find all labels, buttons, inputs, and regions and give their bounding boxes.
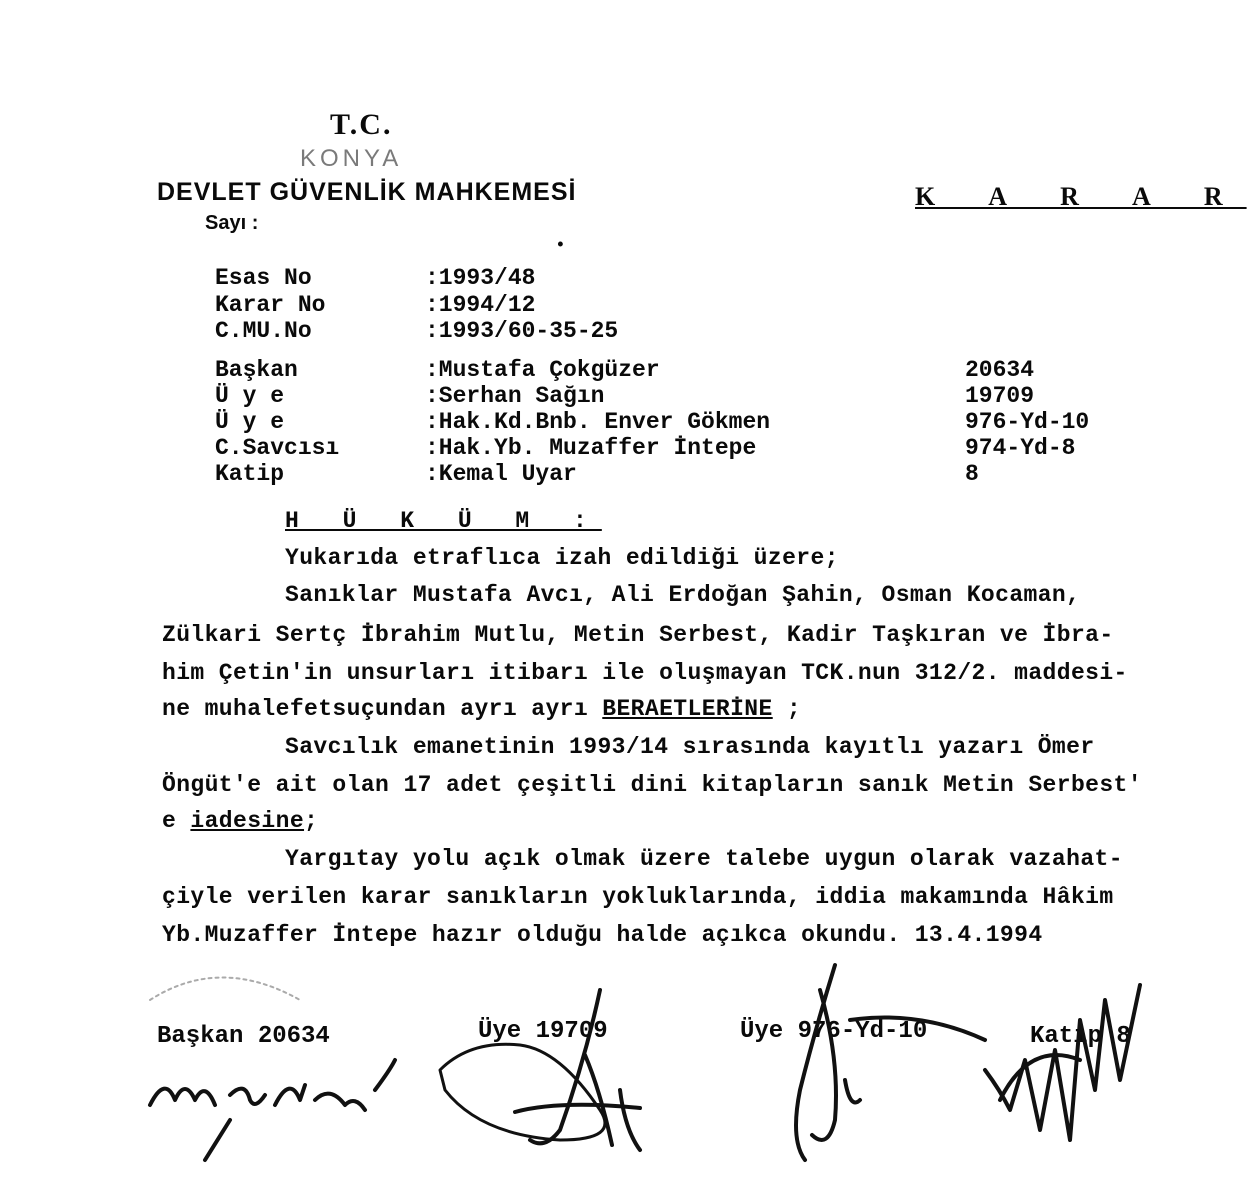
- panel-number: 8: [965, 461, 979, 487]
- panel-number: 20634: [965, 357, 1035, 383]
- ruling-line: Yargıtay yolu açık olmak üzere talebe uygun olarak vazahat-: [285, 846, 1123, 872]
- document-type: K A R A R: [915, 182, 1247, 211]
- karar-no-value: :1994/12: [425, 292, 536, 318]
- panel-number: 19709: [965, 383, 1035, 409]
- panel-role: Başkan: [215, 357, 298, 383]
- sayi-label: Sayı :: [205, 212, 259, 234]
- esas-no-value: :1993/48: [425, 265, 536, 291]
- panel-role: Ü y e: [215, 409, 285, 435]
- esas-no-label: Esas No: [215, 265, 312, 291]
- acquittal-verdict: BERAETLERİNE: [602, 696, 773, 722]
- cmu-no-value: :1993/60-35-25: [425, 318, 619, 344]
- ruling-line: Savcılık emanetinin 1993/14 sırasında kayıtlı yazarı Ömer: [285, 734, 1095, 760]
- tc-heading: T.C.: [330, 108, 393, 141]
- ruling-line: Zülkari Sertç İbrahim Mutlu, Metin Serbest, Kadir Taşkıran ve İbra-: [162, 622, 1114, 648]
- panel-name: :Hak.Yb. Muzaffer İntepe: [425, 435, 757, 461]
- cmu-no-label: C.MU.No: [215, 318, 312, 344]
- ruling-line: çiyle verilen karar sanıkların yokluklarında, iddia makamında Hâkim: [162, 884, 1114, 910]
- baskan-signature-label: Başkan 20634: [157, 1023, 330, 1050]
- karar-no-label: Karar No: [215, 292, 326, 318]
- city-heading: KONYA: [300, 145, 403, 172]
- return-decision: iadesine: [190, 808, 305, 834]
- uye1-signature-label: Üye 19709: [478, 1018, 608, 1045]
- panel-role: Ü y e: [215, 383, 285, 409]
- speck: •: [555, 236, 566, 256]
- ruling-intro: Yukarıda etraflıca izah edildiği üzere;: [285, 545, 839, 571]
- uye2-signature-label: Üye 976-Yd-10: [740, 1018, 928, 1045]
- katip-signature-label: Katip 8: [1030, 1023, 1131, 1050]
- panel-role: Katip: [215, 461, 285, 487]
- ruling-text: e: [162, 808, 191, 834]
- ruling-line: Öngüt'e ait olan 17 adet çeşitli dini kitapların sanık Metin Serbest': [162, 772, 1142, 798]
- panel-number: 974-Yd-8: [965, 435, 1076, 461]
- ruling-text: ;: [304, 808, 319, 834]
- panel-number: 976-Yd-10: [965, 409, 1090, 435]
- panel-name: :Hak.Kd.Bnb. Enver Gökmen: [425, 409, 771, 435]
- panel-name: :Mustafa Çokgüzer: [425, 357, 660, 383]
- ruling-line: Yb.Muzaffer İntepe hazır olduğu halde açıkca okundu. 13.4.1994: [162, 922, 1043, 948]
- ruling-line: him Çetin'in unsurları itibarı ile oluşmayan TCK.nun 312/2. maddesi-: [162, 660, 1128, 686]
- ruling-text: ne muhalefetsuçundan ayrı ayrı: [162, 696, 603, 722]
- court-name: DEVLET GÜVENLİK MAHKEMESİ: [157, 178, 577, 206]
- ruling-line: Sanıklar Mustafa Avcı, Ali Erdoğan Şahin, Osman Kocaman,: [285, 582, 1081, 608]
- panel-role: C.Savcısı: [215, 435, 340, 461]
- ruling-title: H Ü K Ü M :: [285, 508, 602, 534]
- ruling-text: ;: [772, 696, 802, 722]
- panel-name: :Serhan Sağın: [425, 383, 605, 409]
- panel-name: :Kemal Uyar: [425, 461, 577, 487]
